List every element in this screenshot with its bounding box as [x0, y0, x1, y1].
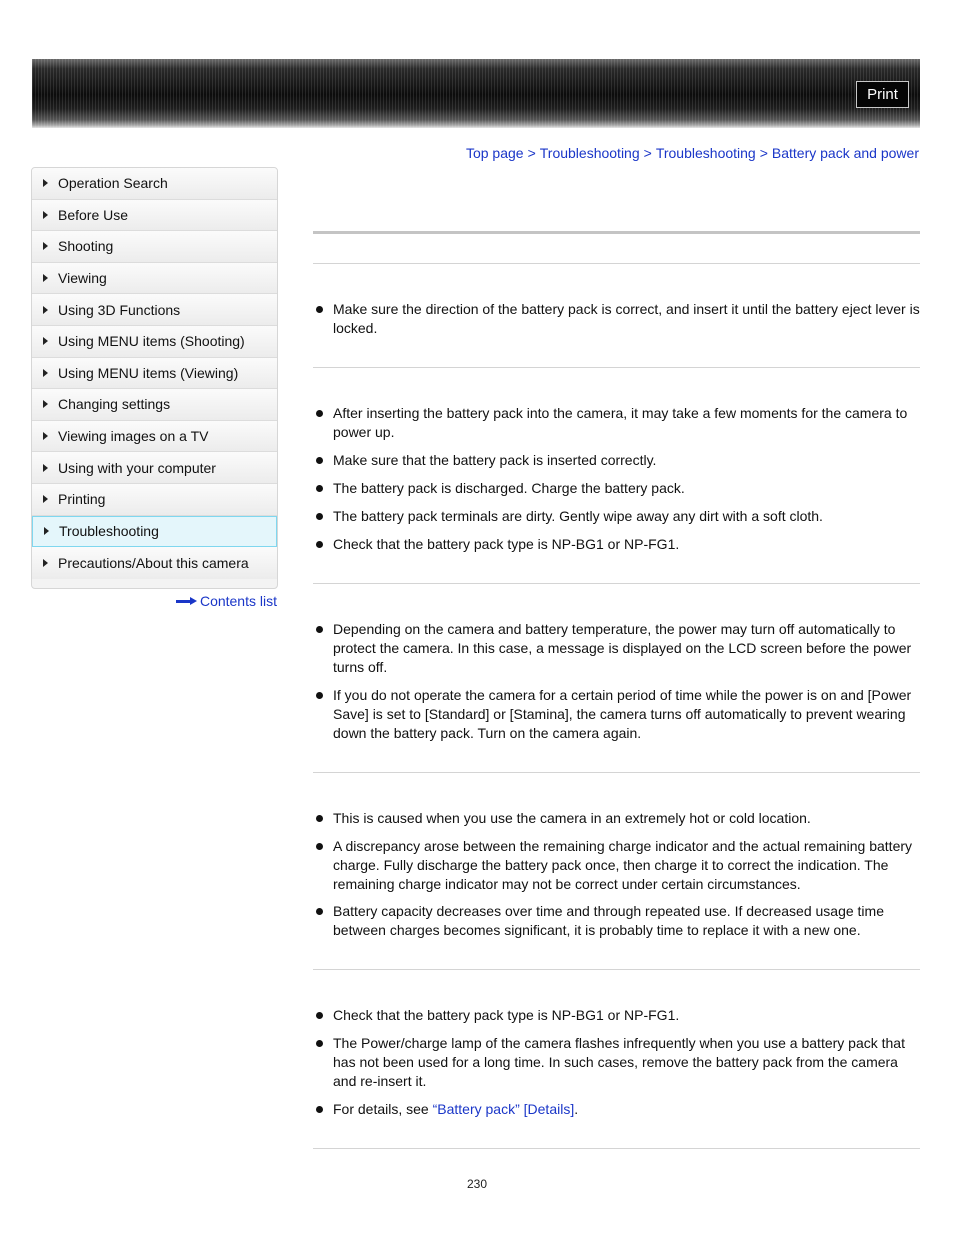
sidebar-item-operation-search[interactable] — [32, 168, 277, 200]
bullet-icon — [316, 410, 323, 417]
bullet-icon — [316, 908, 323, 915]
sidebar-item-precautions[interactable] — [32, 547, 277, 579]
list-item — [313, 479, 920, 498]
sidebar-item-label: Using MENU items (Shooting) — [58, 333, 245, 350]
list-item-text: This is caused when you use the camera in an extremely hot or cold location. — [333, 810, 811, 826]
sidebar-item-label: Viewing — [58, 270, 107, 287]
page-number: 230 — [466, 1177, 488, 1191]
arrow-right-icon — [43, 211, 48, 219]
list-item — [313, 1034, 920, 1091]
breadcrumb — [466, 145, 919, 161]
arrow-right-icon — [43, 400, 48, 408]
print-button[interactable]: Print — [856, 81, 909, 108]
list-item — [313, 404, 920, 442]
sidebar-item-menu-shooting[interactable] — [32, 326, 277, 358]
bullet-icon — [316, 692, 323, 699]
list-item — [313, 837, 920, 894]
section-divider — [313, 969, 920, 970]
breadcrumb-separator: > — [527, 145, 536, 161]
sidebar-item-menu-viewing[interactable] — [32, 358, 277, 390]
sidebar-item-label: Before Use — [58, 206, 129, 223]
bullet-icon — [316, 485, 323, 492]
sidebar-item-troubleshooting[interactable] — [32, 516, 277, 548]
sidebar-item-printing[interactable] — [32, 484, 277, 516]
sidebar-item-label: Operation Search — [58, 175, 168, 192]
list-item — [313, 1006, 920, 1025]
sidebar-item-label: Troubleshooting — [59, 523, 159, 540]
arrow-right-icon — [43, 369, 48, 377]
contents-list-link[interactable] — [176, 593, 277, 609]
details-link[interactable]: [Details] — [523, 1101, 575, 1117]
list-item — [313, 451, 920, 470]
breadcrumb-separator: > — [643, 145, 652, 161]
details-prefix: For details, see — [333, 1101, 433, 1117]
bullet-icon — [316, 1012, 323, 1019]
arrow-right-icon — [43, 559, 48, 567]
breadcrumb-battery-pack-and-power[interactable]: Battery pack and power — [771, 145, 919, 161]
header-banner — [32, 59, 920, 128]
section-divider — [313, 367, 920, 368]
arrow-right-icon — [43, 495, 48, 503]
list-item-text: After inserting the battery pack into the camera, it may take a few moments for the camera to power up. — [333, 405, 908, 440]
list-item — [313, 620, 920, 677]
list-item-text: Check that the battery pack type is NP-BG1 or NP-FG1. — [333, 536, 680, 552]
list-item-text: The battery pack is discharged. Charge the battery pack. — [333, 480, 685, 496]
list-item — [313, 902, 920, 940]
arrow-right-icon — [43, 242, 48, 250]
sidebar-item-shooting[interactable] — [32, 231, 277, 263]
list-item-text — [333, 1100, 920, 1119]
bullet-icon — [316, 541, 323, 548]
title-divider — [313, 231, 920, 234]
sidebar-item-label: Printing — [58, 491, 106, 508]
sidebar-item-changing-settings[interactable] — [32, 389, 277, 421]
bullet-icon — [316, 1040, 323, 1047]
list-item-text: A discrepancy arose between the remaining charge indicator and the actual remaining battery charge. Fully discharge the battery pack once, then charge it to correct the indication. The remaining charge indicator may not be correct under certain circumstances. — [333, 838, 913, 892]
list-item-text: Make sure that the battery pack is inserted correctly. — [333, 452, 657, 468]
section-divider — [313, 772, 920, 773]
list-item-text: The battery pack terminals are dirty. Gently wipe away any dirt with a soft cloth. — [333, 508, 823, 524]
sidebar-item-viewing[interactable] — [32, 263, 277, 295]
bullet-icon — [316, 815, 323, 822]
bullet-icon — [316, 457, 323, 464]
list-item — [313, 809, 920, 828]
breadcrumb-top-page[interactable]: Top page — [465, 145, 524, 161]
bullet-icon — [316, 626, 323, 633]
arrow-right-icon — [43, 274, 48, 282]
list-item-text: Make sure the direction of the battery pack is correct, and insert it until the battery eject lever is locked. — [333, 301, 920, 336]
arrow-right-icon — [44, 527, 49, 535]
sidebar-item-before-use[interactable] — [32, 200, 277, 232]
sidebar-item-label: Using with your computer — [58, 459, 216, 476]
sidebar-item-label: Viewing images on a TV — [58, 428, 209, 445]
arrow-right-icon — [43, 432, 48, 440]
list-item — [313, 1100, 920, 1119]
list-item-text: Battery capacity decreases over time and through repeated use. If decreased usage time between charges becomes significant, it is probably time to replace it with a new one. — [333, 903, 884, 938]
list-item — [313, 300, 920, 338]
list-item-text: Depending on the camera and battery temperature, the power may turn off automatically to protect the camera. In this case, a message is displayed on the LCD screen before the power turns off. — [333, 621, 912, 675]
sidebar-item-label: Shooting — [58, 238, 114, 255]
list-item — [313, 535, 920, 554]
sidebar-item-label: Using 3D Functions — [58, 301, 181, 318]
sidebar-item-computer[interactable] — [32, 452, 277, 484]
arrow-right-icon — [43, 464, 48, 472]
breadcrumb-troubleshooting-sub[interactable]: Troubleshooting — [655, 145, 756, 161]
section-divider — [313, 263, 920, 264]
arrow-right-icon — [43, 337, 48, 345]
bullet-icon — [316, 306, 323, 313]
sidebar-item-label: Using MENU items (Viewing) — [58, 364, 239, 381]
list-item-text: Check that the battery pack type is NP-BG1 or NP-FG1. — [333, 1007, 680, 1023]
section-divider — [313, 583, 920, 584]
battery-pack-link[interactable]: “Battery pack” — [432, 1101, 520, 1117]
arrow-right-icon — [43, 306, 48, 314]
breadcrumb-separator: > — [759, 145, 768, 161]
sidebar-item-viewing-on-tv[interactable] — [32, 421, 277, 453]
list-item-text: The Power/charge lamp of the camera flashes infrequently when you use a battery pack that has not been used for a long time. In such cases, remove the battery pack from the camera and re-insert it. — [333, 1035, 905, 1089]
bullet-icon — [316, 513, 323, 520]
arrow-right-icon — [176, 597, 198, 605]
section-divider — [313, 1148, 920, 1149]
breadcrumb-troubleshooting[interactable]: Troubleshooting — [539, 145, 640, 161]
bullet-icon — [316, 1106, 323, 1113]
sidebar-nav — [31, 167, 278, 589]
sidebar-item-label: Changing settings — [58, 396, 171, 413]
contents-list-label: Contents list — [199, 593, 277, 609]
list-item-text: If you do not operate the camera for a certain period of time while the power is on and [Power Save] is set to [Standard] or [Stamina], the camera turns off automatically to prevent wearing down the battery pack. Turn on the camera again. — [333, 687, 912, 741]
list-item — [313, 686, 920, 743]
details-suffix: . — [574, 1101, 579, 1117]
sidebar-item-3d-functions[interactable] — [32, 294, 277, 326]
arrow-right-icon — [43, 179, 48, 187]
list-item — [313, 507, 920, 526]
sidebar-item-label: Precautions/About this camera — [58, 554, 249, 571]
bullet-icon — [316, 843, 323, 850]
